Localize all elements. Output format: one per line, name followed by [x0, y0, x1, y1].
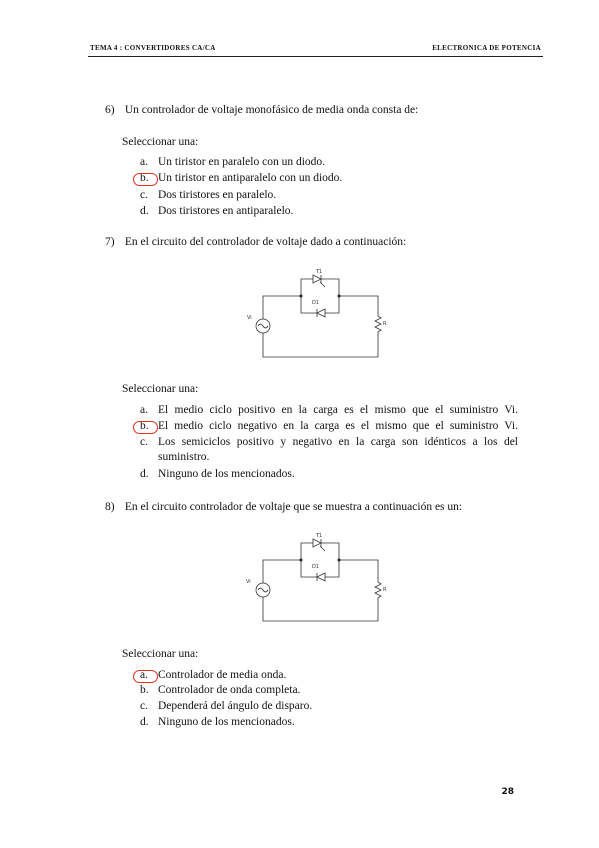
answer-mark — [133, 421, 158, 434]
option-text: Un tiristor en antiparalelo con un diodo. — [158, 172, 343, 184]
vi-label: Vi — [246, 579, 251, 585]
option-d[interactable] — [140, 204, 518, 219]
option-text: Dos tiristores en antiparalelo. — [158, 205, 294, 217]
option-letter: b. — [140, 172, 149, 184]
option-c[interactable] — [140, 699, 518, 714]
question-8 — [105, 501, 525, 513]
answer-mark — [133, 173, 158, 186]
option-text: Dos tiristores en paralelo. — [158, 189, 277, 201]
option-b[interactable] — [140, 419, 518, 434]
option-text: Un tiristor en paralelo con un diodo. — [158, 156, 326, 168]
t1-label: T1 — [316, 533, 323, 539]
r-label: R — [383, 587, 387, 593]
option-letter: b. — [140, 420, 149, 432]
circuit-diagram-7 — [245, 266, 390, 362]
t1-label: T1 — [316, 269, 323, 275]
option-d[interactable] — [140, 467, 518, 482]
option-a[interactable] — [140, 668, 518, 683]
option-text: Ninguno de los mencionados. — [158, 716, 295, 728]
header-left: TEMA 4 : CONVERTIDORES CA/CA — [90, 44, 216, 52]
option-text: Controlador de onda completa. — [158, 684, 301, 696]
option-text-continued: suministro. — [158, 451, 210, 463]
junction-dot — [300, 295, 303, 298]
option-a[interactable] — [140, 403, 518, 418]
option-letter: c. — [140, 436, 148, 448]
select-label: Seleccionar una: — [122, 136, 199, 148]
question-7 — [105, 236, 525, 248]
option-b[interactable] — [140, 171, 518, 186]
option-text: Los semiciclos positivo y negativo en la carga son idénticos a los del — [158, 436, 518, 448]
page-number: 28 — [501, 787, 514, 797]
option-text: Controlador de media onda. — [158, 669, 287, 681]
option-letter: c. — [140, 189, 148, 201]
question-number: 8) — [105, 501, 115, 513]
option-letter: d. — [140, 468, 149, 480]
answer-mark — [133, 670, 158, 683]
junction-dot — [300, 559, 303, 562]
r-label: R — [383, 321, 387, 327]
option-letter: b. — [140, 684, 149, 696]
select-label: Seleccionar una: — [122, 648, 199, 660]
d1-label: D1 — [312, 300, 320, 306]
circuit-diagram-8 — [243, 530, 390, 626]
option-letter: d. — [140, 716, 149, 728]
question-text: En el circuito del controlador de voltaje dado a continuación: — [124, 236, 407, 248]
junction-dot — [338, 295, 341, 298]
header-divider — [88, 56, 543, 57]
option-letter: a. — [140, 404, 148, 416]
option-c[interactable] — [140, 188, 518, 203]
question-text: En el circuito controlador de voltaje que se muestra a continuación es un: — [124, 501, 463, 513]
option-b[interactable] — [140, 683, 518, 698]
option-text: Dependerá del ángulo de disparo. — [158, 700, 313, 712]
option-text: El medio ciclo positivo en la carga es el mismo que el suministro Vi. — [158, 404, 518, 416]
vi-label: Vi — [247, 315, 252, 321]
option-c[interactable] — [140, 435, 518, 450]
option-d[interactable] — [140, 715, 518, 730]
option-text: El medio ciclo negativo en la carga es el mismo que el suministro Vi. — [158, 420, 518, 432]
option-letter: c. — [140, 700, 148, 712]
header-right: ELECTRONICA DE POTENCIA — [432, 44, 541, 52]
question-number: 7) — [105, 236, 115, 248]
select-label: Seleccionar una: — [122, 383, 199, 395]
option-letter: a. — [140, 156, 148, 168]
question-number: 6) — [105, 104, 115, 116]
question-text: Un controlador de voltaje monofásico de media onda consta de: — [124, 104, 419, 116]
junction-dot — [338, 559, 341, 562]
d1-label: D1 — [312, 564, 320, 570]
question-6 — [105, 104, 525, 116]
option-text: Ninguno de los mencionados. — [158, 468, 295, 480]
option-letter: d. — [140, 205, 149, 217]
option-letter: a. — [140, 669, 148, 681]
option-a[interactable] — [140, 155, 518, 170]
